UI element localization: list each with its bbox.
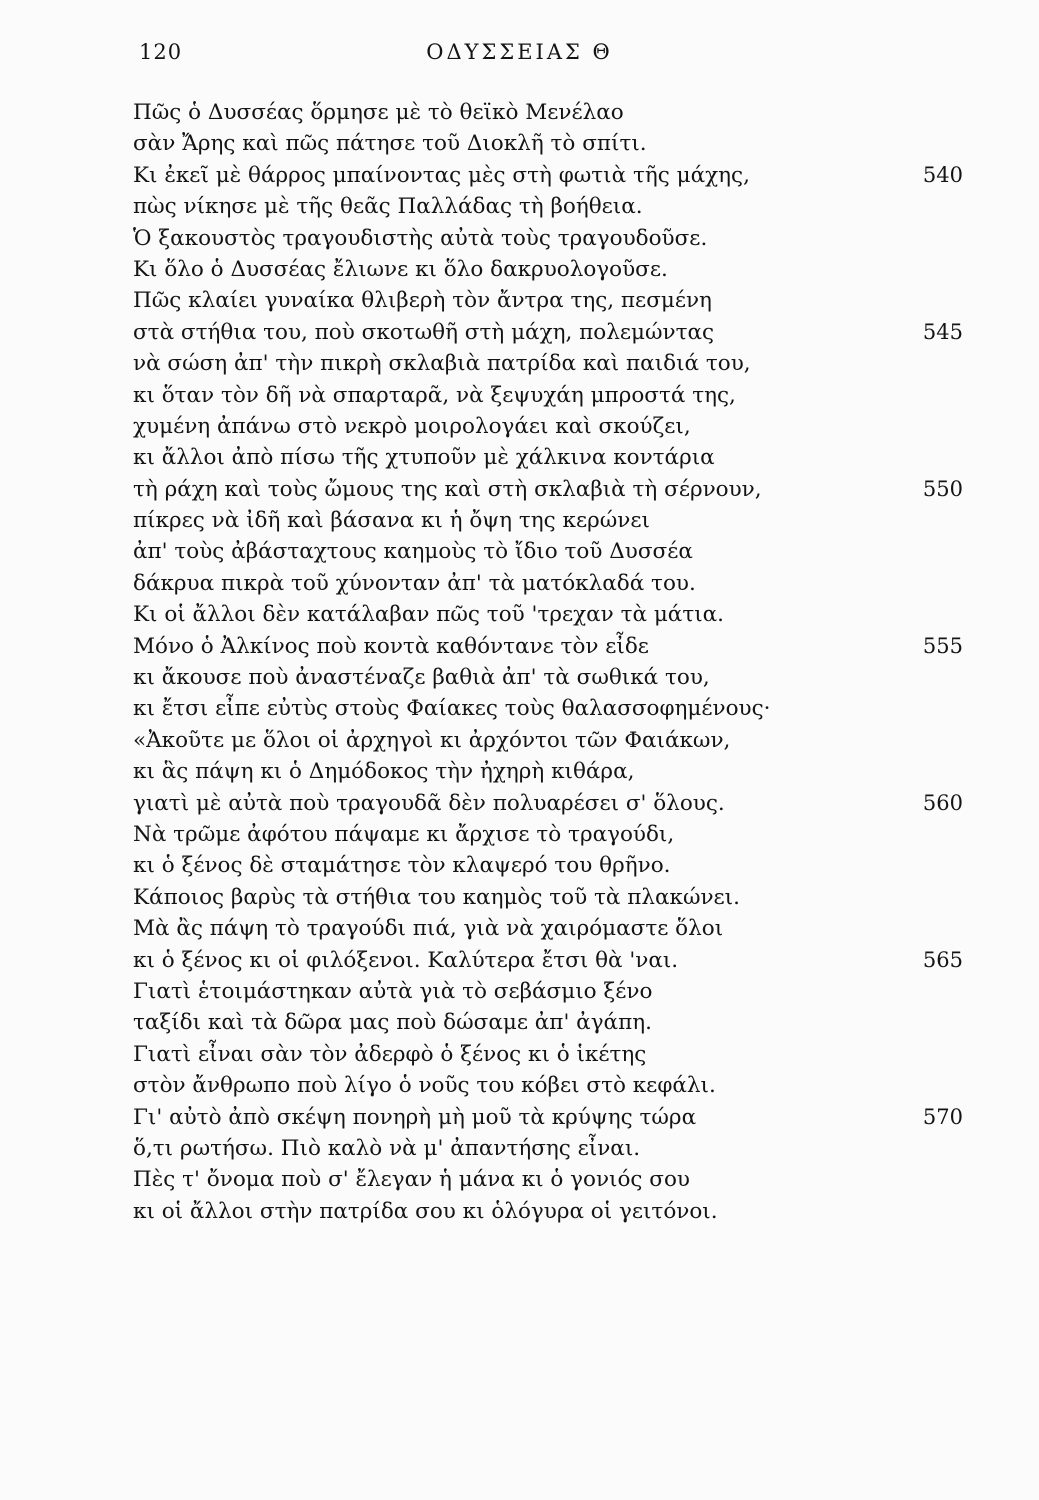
verse-text: Κι οἱ ἄλλοι δὲν κατάλαβαν πῶς τοῦ 'τρεχαν τὰ μάτια. [133, 602, 724, 628]
verse-line [133, 599, 963, 630]
verse-text: νὰ σώση ἀπ' τὴν πικρὴ σκλαβιὰ πατρίδα καὶ παιδιά του, [133, 351, 751, 377]
verse-line [133, 850, 963, 881]
verse-text: Κι ἐκεῖ μὲ θάρρος μπαίνοντας μὲς στὴ φωτιὰ τῆς μάχης, [133, 162, 750, 188]
verse-text: κι ὁ ξένος κι οἱ φιλόξενοι. Καλύτερα ἔτσι θὰ 'ναι. [133, 947, 679, 973]
verse-line [133, 568, 963, 599]
verse-text: γιατὶ μὲ αὐτὰ ποὺ τραγουδᾶ δὲν πολυαρέσει σ' ὅλους. [133, 790, 725, 816]
verse-line [133, 536, 963, 567]
verse-line [133, 1164, 963, 1195]
line-number: 555 [922, 633, 963, 658]
verse-text: Κι ὅλο ὁ Δυσσέας ἔλιωνε κι ὅλο δακρυολογοῦσε. [133, 256, 668, 282]
verse-text: χυμένη ἀπάνω στὸ νεκρὸ μοιρολογάει καὶ σκούζει, [133, 413, 691, 439]
verse-text: στὰ στήθια του, ποὺ σκοτωθῆ στὴ μάχη, πολεμώντας [133, 319, 715, 345]
verse-text: Μόνο ὁ Ἀλκίνος ποὺ κοντὰ καθόντανε τὸν εἶδε [133, 633, 649, 659]
line-number: 560 [922, 790, 963, 815]
verse-line [133, 882, 963, 913]
verse-line [133, 1039, 963, 1070]
verse-line [133, 442, 963, 473]
verse-text: κι ἄκουσε ποὺ ἀναστέναζε βαθιὰ ἀπ' τὰ σωθικά του, [133, 665, 710, 691]
verse-line [133, 945, 963, 976]
verse-text: πὼς νίκησε μὲ τῆς θεᾶς Παλλάδας τὴ βοήθεια. [133, 194, 643, 220]
verse-line [133, 725, 963, 756]
verse-line [133, 505, 963, 536]
verse-line [133, 756, 963, 787]
verse-line [133, 788, 963, 819]
verse-line [133, 1070, 963, 1101]
verse-line [133, 254, 963, 285]
verse-line [133, 913, 963, 944]
verse-text: Γιατὶ ἑτοιμάστηκαν αὐτὰ γιὰ τὸ σεβάσμιο ξένο [133, 978, 653, 1004]
verse-line [133, 1007, 963, 1038]
verse-line [133, 348, 963, 379]
verse-line [133, 1196, 963, 1227]
verse-text: Κάποιος βαρὺς τὰ στήθια του καημὸς τοῦ τὰ πλακώνει. [133, 884, 740, 910]
verse-text: Νὰ τρῶμε ἀφότου πάψαμε κι ἄρχισε τὸ τραγούδι, [133, 821, 675, 847]
verse-line [133, 662, 963, 693]
verse-text: κι ἔτσι εἶπε εὐτὺς στοὺς Φαίακες τοὺς θαλασσοφημένους· [133, 696, 771, 722]
verse-line [133, 1102, 963, 1133]
page-number: 120 [139, 40, 183, 64]
verse-text: τὴ ράχη καὶ τοὺς ὤμους της καὶ στὴ σκλαβιὰ τὴ σέρνουν, [133, 476, 762, 502]
verse-text: πίκρες νὰ ἰδῆ καὶ βάσανα κι ἡ ὄψη της κερώνει [133, 508, 650, 534]
verse-line [133, 285, 963, 316]
verse-line [133, 97, 963, 128]
verse-text: ἀπ' τοὺς ἀβάσταχτους καημοὺς τὸ ἴδιο τοῦ Δυσσέα [133, 539, 693, 565]
verse-text: Γιατὶ εἶναι σὰν τὸν ἀδερφὸ ὁ ξένος κι ὁ ἱκέτης [133, 1041, 647, 1067]
verse-text: Μὰ ἂς πάψη τὸ τραγούδι πιά, γιὰ νὰ χαιρόμαστε ὅλοι [133, 916, 724, 942]
verse-line [133, 380, 963, 411]
verse-text: κι οἱ ἄλλοι στὴν πατρίδα σου κι ὁλόγυρα οἱ γειτόνοι. [133, 1198, 718, 1224]
verse-text: σὰν Ἄρης καὶ πῶς πάτησε τοῦ Διοκλῆ τὸ σπίτι. [133, 131, 647, 157]
verse-text: ὅ,τι ρωτήσω. Πιὸ καλὸ νὰ μ' ἀπαντήσης εἶναι. [133, 1135, 641, 1161]
verse-line [133, 317, 963, 348]
verse-line [133, 1133, 963, 1164]
verse-line [133, 191, 963, 222]
poem-body [133, 97, 963, 1227]
verse-line [133, 223, 963, 254]
verse-text: κι ἃς πάψη κι ὁ Δημόδοκος τὴν ἠχηρὴ κιθάρα, [133, 759, 635, 785]
verse-text: κι ὁ ξένος δὲ σταμάτησε τὸν κλαψερό του θρῆνο. [133, 853, 671, 879]
verse-text: Πὲς τ' ὄνομα ποὺ σ' ἔλεγαν ἡ μάνα κι ὁ γονιός σου [133, 1167, 690, 1193]
running-title: ΟΔΥΣΣΕΙΑΣ Θ [426, 40, 613, 64]
verse-line [133, 976, 963, 1007]
verse-text: «Ἀκοῦτε με ὅλοι οἱ ἀρχηγοὶ κι ἀρχόντοι τῶν Φαιάκων, [133, 727, 731, 753]
line-number: 570 [922, 1104, 963, 1129]
verse-text: ταξίδι καὶ τὰ δῶρα μας ποὺ δώσαμε ἀπ' ἀγάπη. [133, 1010, 652, 1036]
verse-text: Πῶς κλαίει γυναίκα θλιβερὴ τὸν ἄντρα της, πεσμένη [133, 288, 712, 314]
verse-line [133, 474, 963, 505]
verse-text: Πῶς ὁ Δυσσέας ὅρμησε μὲ τὸ θεϊκὸ Μενέλαο [133, 100, 624, 125]
verse-line [133, 693, 963, 724]
line-number: 545 [922, 319, 963, 344]
verse-line [133, 819, 963, 850]
verse-text: Γι' αὐτὸ ἀπὸ σκέψη πονηρὴ μὴ μοῦ τὰ κρύψης τώρα [133, 1104, 697, 1130]
verse-line [133, 128, 963, 159]
verse-line [133, 631, 963, 662]
verse-text: κι ἄλλοι ἀπὸ πίσω τῆς χτυποῦν μὲ χάλκινα κοντάρια [133, 445, 715, 471]
line-number: 550 [922, 476, 963, 501]
verse-line [133, 160, 963, 191]
verse-text: δάκρυα πικρὰ τοῦ χύνονταν ἀπ' τὰ ματόκλαδά του. [133, 570, 696, 596]
verse-text: κι ὅταν τὸν δῆ νὰ σπαρταρᾶ, νὰ ξεψυχάη μπροστά της, [133, 382, 736, 408]
verse-text: στὸν ἄνθρωπο ποὺ λίγο ὁ νοῦς του κόβει στὸ κεφάλι. [133, 1073, 716, 1099]
verse-line [133, 411, 963, 442]
verse-text: Ὁ ξακουστὸς τραγουδιστὴς αὐτὰ τοὺς τραγουδοῦσε. [133, 225, 708, 251]
line-number: 565 [922, 947, 963, 972]
line-number: 540 [922, 162, 963, 187]
